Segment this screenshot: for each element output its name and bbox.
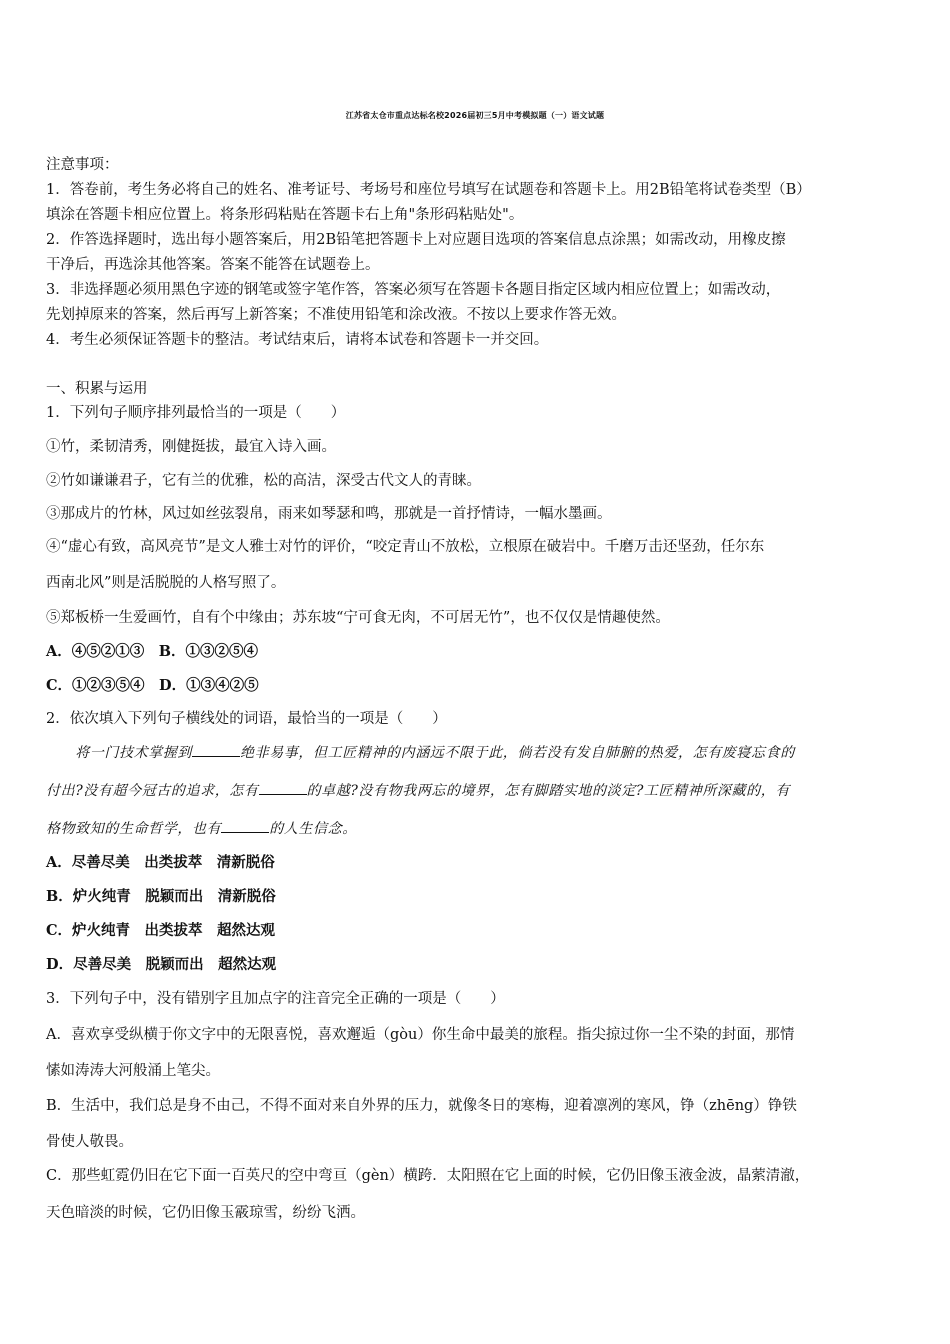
notice-heading: 注意事项： <box>46 157 119 173</box>
fill-blank <box>259 784 307 795</box>
passage-text: 格物致知的生命哲学，也有 <box>46 821 222 837</box>
fill-blank <box>221 822 269 833</box>
section-heading: 一、积累与运用 <box>46 381 148 397</box>
question-2-stem: 2．依次填入下列句子横线处的词语，最恰当的一项是（ ） <box>46 711 447 727</box>
question-1-option: C．①②③⑤④ D．①③④②⑤ <box>46 677 259 694</box>
passage-text: 的卓越?没有物我两忘的境界，怎有脚踏实地的淡定?工匠精神所深藏的，有 <box>306 783 790 799</box>
notice-line: 2．作答选择题时，选出每小题答案后，用2B铅笔把答题卡上对应题目选项的答案信息点涂黑；如需改动，用橡皮擦 <box>46 232 786 248</box>
question-2-passage-line <box>46 780 790 800</box>
notice-line: 4．考生必须保证答题卡的整洁。考试结束后，请将本试卷和答题卡一并交回。 <box>46 332 549 348</box>
question-1-item: ②竹如谦谦君子，它有兰的优雅，松的高洁，深受古代文人的青睐。 <box>46 473 481 489</box>
question-1-item: 西南北风”则是活脱脱的人格写照了。 <box>46 575 286 591</box>
question-1-item: ⑤郑板桥一生爱画竹，自有个中缘由；苏东坡“宁可食无肉，不可居无竹”，也不仅仅是情趣使然。 <box>46 610 670 626</box>
notice-line: 3．非选择题必须用黑色字迹的钢笔或签字笔作答，答案必须写在答题卡各题目指定区域内相应位置上；如需改动， <box>46 282 781 298</box>
question-3-line: B．生活中，我们总是身不由己，不得不面对来自外界的压力，就像冬日的寒梅，迎着凛冽的寒风，铮（zhēng）铮铁 <box>46 1098 797 1114</box>
question-3-line: 天色暗淡的时候，它仍旧像玉霰琼雪，纷纷飞洒。 <box>46 1205 365 1221</box>
question-2-option: A．尽善尽美 出类拔萃 清新脱俗 <box>46 854 275 871</box>
passage-text: 将一门技术掌握到 <box>46 745 192 761</box>
fill-blank <box>192 746 240 757</box>
passage-text: 绝非易事，但工匠精神的内涵远不限于此，倘若没有发自肺腑的热爱，怎有废寝忘食的 <box>240 745 795 761</box>
question-2-option: C．炉火纯青 出类拔萃 超然达观 <box>46 922 276 939</box>
question-1-item: ①竹，柔韧清秀，刚健挺拔，最宜入诗入画。 <box>46 439 336 455</box>
question-3-line: A．喜欢享受纵横于你文字中的无限喜悦，喜欢邂逅（gòu）你生命中最美的旅程。指尖掠过你一尘不染的封面，那情 <box>46 1027 795 1043</box>
question-1-item: ④“虚心有致，高风亮节”是文人雅士对竹的评价，“咬定青山不放松，立根原在破岩中。千磨万击还坚劲，任尔东 <box>46 539 765 555</box>
exam-title: 江苏省太仓市重点达标名校2026届初三5月中考模拟题（一）语文试题 <box>345 111 605 120</box>
question-2-passage-line <box>46 818 357 838</box>
passage-text: 的人生信念。 <box>269 821 357 837</box>
question-3-stem: 3．下列句子中，没有错别字且加点字的注音完全正确的一项是（ ） <box>46 991 505 1007</box>
passage-text: 付出?没有超今冠古的追求，怎有 <box>46 783 259 799</box>
question-3-line: C．那些虹霓仍旧在它下面一百英尺的空中弯亘（gèn）横跨．太阳照在它上面的时候，它仍旧像玉液金波，晶萦清澈， <box>46 1168 810 1184</box>
question-3-line: 骨使人敬畏。 <box>46 1134 133 1150</box>
notice-line: 先划掉原来的答案，然后再写上新答案；不准使用铅笔和涂改液。不按以上要求作答无效。 <box>46 307 626 323</box>
question-1-item: ③那成片的竹林，风过如丝弦裂帛，雨来如琴瑟和鸣，那就是一首抒情诗，一幅水墨画。 <box>46 506 612 522</box>
question-2-option: D．尽善尽美 脱颖而出 超然达观 <box>46 956 277 973</box>
question-2-passage-line <box>46 742 795 762</box>
notice-line: 填涂在答题卡相应位置上。将条形码粘贴在答题卡右上角"条形码粘贴处"。 <box>46 207 524 223</box>
question-3-line: 愫如涛涛大河般涌上笔尖。 <box>46 1063 220 1079</box>
question-1-stem: 1．下列句子顺序排列最恰当的一项是（ ） <box>46 405 346 421</box>
question-1-option: A．④⑤②①③ B．①③②⑤④ <box>46 643 259 660</box>
notice-line: 1．答卷前，考生务必将自己的姓名、准考证号、考场号和座位号填写在试题卷和答题卡上。用2B铅笔将试卷类型（B） <box>46 182 811 198</box>
notice-line: 干净后，再选涂其他答案。答案不能答在试题卷上。 <box>46 257 380 273</box>
question-2-option: B．炉火纯青 脱颖而出 清新脱俗 <box>46 888 276 905</box>
